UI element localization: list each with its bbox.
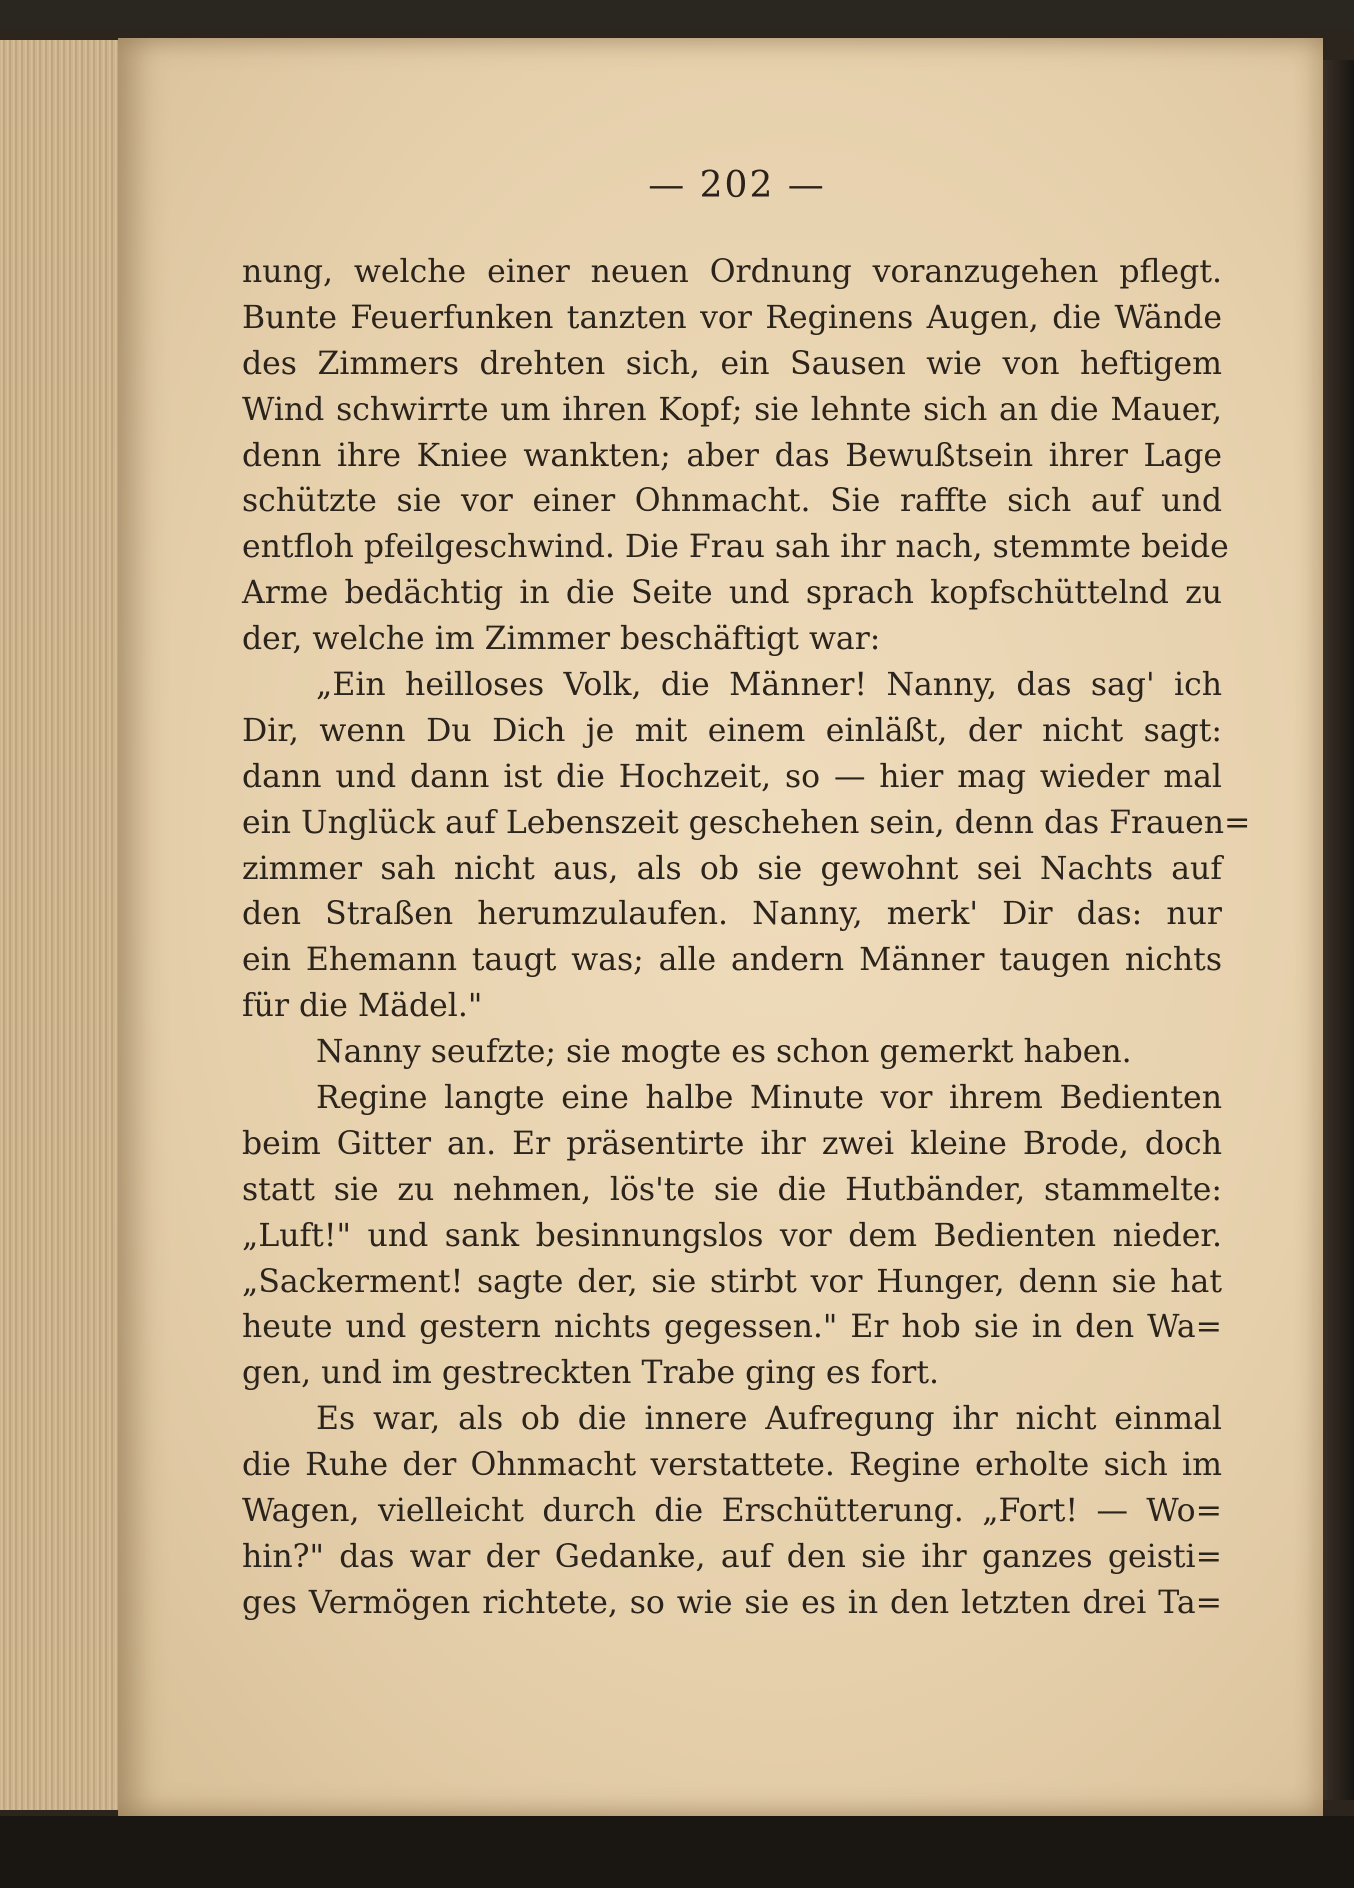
page-number: — 202 — bbox=[648, 165, 826, 206]
text-line: Regine langte eine halbe Minute vor ihrem Bedienten bbox=[316, 1080, 1222, 1117]
text-line: Nanny seufzte; sie mogte es schon gemerkt haben. bbox=[316, 1034, 1132, 1071]
text-line: „Luft!" und sank besinnungslos vor dem Bedienten nieder. bbox=[242, 1217, 1222, 1254]
text-line: Wind schwirrte um ihren Kopf; sie lehnte sich an die Mauer, bbox=[242, 391, 1222, 428]
body-text bbox=[242, 250, 1251, 1627]
text-line: Arme bedächtig in die Seite und sprach kopfschüttelnd zu bbox=[242, 575, 1222, 612]
paragraph bbox=[242, 1076, 1222, 1397]
paragraph bbox=[242, 663, 1251, 1030]
text-line: Dir, wenn Du Dich je mit einem einläßt, der nicht sagt: bbox=[242, 712, 1222, 749]
text-line: denn ihre Kniee wankten; aber das Bewußtsein ihrer Lage bbox=[242, 437, 1222, 474]
text-line: gen, und im gestreckten Trabe ging es fort. bbox=[242, 1355, 940, 1392]
text-line: Bunte Feuerfunken tanzten vor Reginens Augen, die Wände bbox=[242, 299, 1222, 336]
text-line: „Ein heilloses Volk, die Männer! Nanny, das sag' ich bbox=[316, 667, 1222, 704]
text-line: hin?" das war der Gedanke, auf den sie ihr ganzes geisti= bbox=[242, 1538, 1222, 1575]
paragraph bbox=[242, 1030, 1222, 1076]
paragraph bbox=[242, 1397, 1222, 1626]
text-line: beim Gitter an. Er präsentirte ihr zwei kleine Brode, doch bbox=[242, 1125, 1222, 1162]
text-line: den Straßen herumzulaufen. Nanny, merk' Dir das: nur bbox=[242, 896, 1222, 933]
text-line: des Zimmers drehten sich, ein Sausen wie von heftigem bbox=[242, 345, 1222, 382]
text-line: die Ruhe der Ohnmacht verstattete. Regine erholte sich im bbox=[242, 1447, 1222, 1484]
text-line: ges Vermögen richtete, so wie sie es in den letzten drei Ta= bbox=[242, 1584, 1222, 1621]
page-edges bbox=[0, 40, 121, 1810]
text-line: ein Ehemann taugt was; alle andern Männer taugen nichts bbox=[242, 942, 1222, 979]
text-line: für die Mädel." bbox=[242, 988, 483, 1025]
paragraph bbox=[242, 250, 1229, 663]
text-line: schützte sie vor einer Ohnmacht. Sie raffte sich auf und bbox=[242, 483, 1222, 520]
text-line: nung, welche einer neuen Ordnung voranzugehen pflegt. bbox=[242, 254, 1222, 290]
text-line: Wagen, vielleicht durch die Erschütterung. „Fort! — Wo= bbox=[242, 1493, 1222, 1530]
right-page-edge bbox=[1323, 60, 1354, 1800]
bottom-edge bbox=[0, 1816, 1354, 1888]
text-line: statt sie zu nehmen, lös'te sie die Hutbänder, stammelte: bbox=[242, 1171, 1222, 1208]
text-line: Es war, als ob die innere Aufregung ihr nicht einmal bbox=[316, 1401, 1222, 1438]
text-line: „Sackerment! sagte der, sie stirbt vor Hunger, denn sie hat bbox=[242, 1263, 1222, 1300]
text-line: entfloh pfeilgeschwind. Die Frau sah ihr nach, stemmte beide bbox=[242, 529, 1229, 566]
text-line: dann und dann ist die Hochzeit, so — hier mag wieder mal bbox=[242, 758, 1222, 795]
text-line: der, welche im Zimmer beschäftigt war: bbox=[242, 621, 881, 658]
text-line: heute und gestern nichts gegessen." Er hob sie in den Wa= bbox=[242, 1309, 1222, 1346]
text-line: zimmer sah nicht aus, als ob sie gewohnt sei Nachts auf bbox=[242, 850, 1222, 887]
text-line: ein Unglück auf Lebenszeit geschehen sein, denn das Frauen= bbox=[242, 804, 1251, 841]
